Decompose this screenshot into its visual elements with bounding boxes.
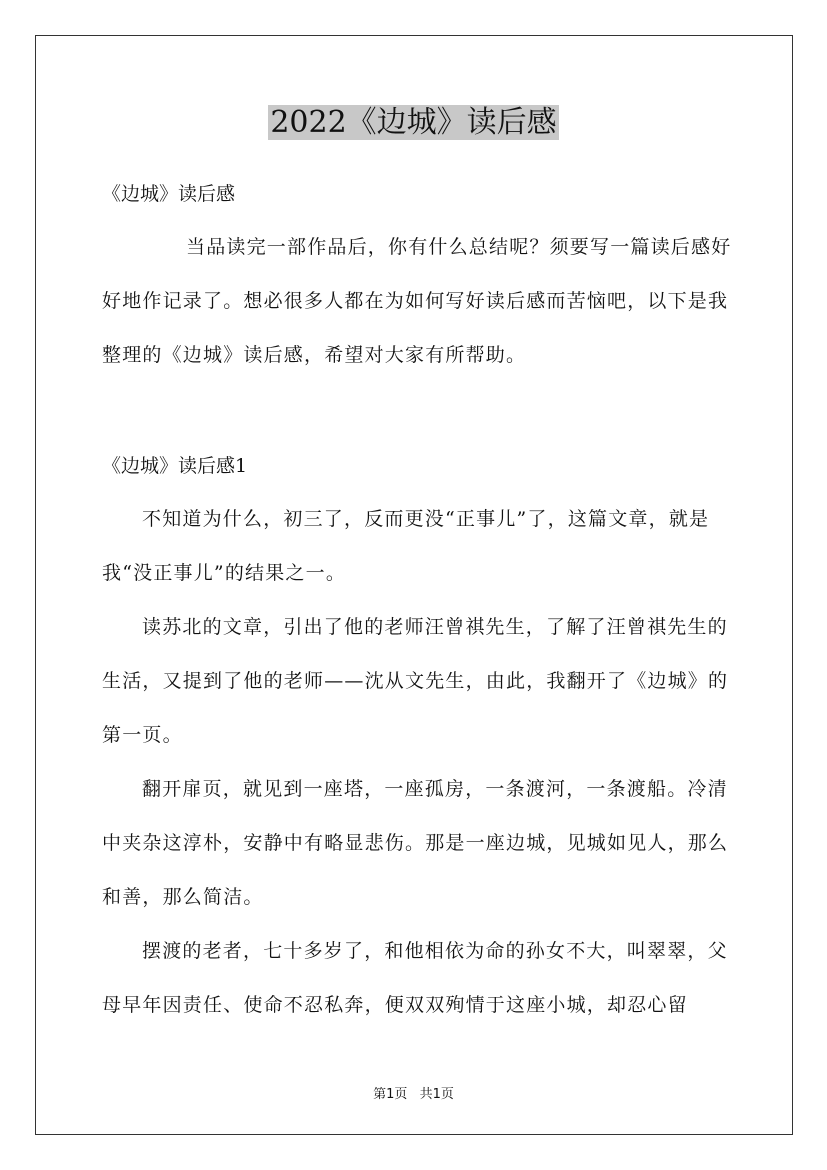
page-footer — [0, 1083, 827, 1102]
intro-subheading: 《边城》读后感 — [102, 183, 236, 205]
document-title-text: 2022《边城》读后感 — [270, 105, 557, 140]
paragraph-1: 不知道为什么，初三了，反而更没“正事儿”了，这篇文章，就是我“没正事儿”的结果之一。 — [102, 508, 710, 584]
page-number-total: 共1页 — [419, 1087, 454, 1102]
page-number-current: 第1页 — [373, 1087, 408, 1102]
intro-paragraph: 当品读完一部作品后，你有什么总结呢？须要写一篇读后感好好地作记录了。想必很多人都在为如何写好读后感而苦恼吧，以下是我整理的《边城》读后感，希望对大家有所帮助。 — [102, 236, 732, 366]
paragraph-4: 摆渡的老者，七十多岁了，和他相依为命的孙女不大，叫翠翠，父母早年因责任、使命不忍私奔，便双双殉情于这座小城，却忍心留 — [102, 940, 728, 1016]
paragraph-3: 翻开扉页，就见到一座塔，一座孤房，一条渡河，一条渡船。冷清中夹杂这淳朴，安静中有略显悲伤。那是一座边城，见城如见人，那么和善，那么简洁。 — [102, 778, 729, 908]
section-heading-1: 《边城》读后感1 — [102, 455, 248, 477]
document-title — [0, 102, 827, 144]
paragraph-2: 读苏北的文章，引出了他的老师汪曾祺先生，了解了汪曾祺先生的生活，又提到了他的老师——沈从文先生，由此，我翻开了《边城》的第一页。 — [102, 616, 729, 746]
